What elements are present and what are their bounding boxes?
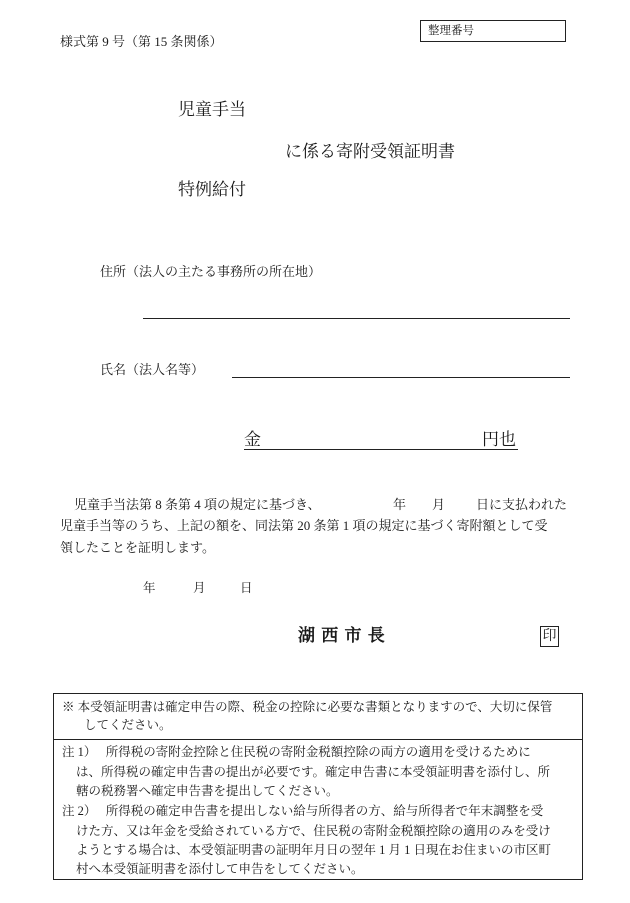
- note-1-line: は、所得税の確定申告書の提出が必要です。確定申告書に本受領証明書を添付し、所: [76, 765, 551, 779]
- amount-suffix: 円也: [482, 430, 516, 449]
- note-2-line: ようとする場合は、本受領証明書の証明年月日の翌年 1 月 1 日現在お住まいの市区町: [76, 843, 552, 857]
- body-line-2: 児童手当等のうち、上記の額を、同法第 20 条第 1 項の規定に基づく寄附額として受: [60, 518, 548, 533]
- body-line-1-year: 年: [393, 497, 407, 512]
- name-label: 氏名（法人名等）: [100, 362, 205, 377]
- date-month: 月: [193, 581, 206, 595]
- note-1-line: 轄の税務署へ確定申告書を提出してください。: [76, 784, 339, 798]
- seal-stamp: 印: [540, 626, 559, 647]
- note-2-line: 注 2） 所得税の確定申告書を提出しない給与所得者の方、給与所得者で年末調整を受: [62, 804, 544, 818]
- body-line-1-end: 日に支払われた: [476, 497, 568, 512]
- title-line-1: 児童手当: [178, 100, 246, 119]
- body-line-1-start: 児童手当法第 8 条第 4 項の規定に基づき、: [74, 497, 321, 512]
- notes-divider: [54, 739, 582, 740]
- note-star-line: ※ 本受領証明書は確定申告の際、税金の控除に必要な書類となりますので、大切に保管: [62, 700, 553, 714]
- address-field-line[interactable]: [143, 318, 570, 319]
- note-star-line: してください。: [84, 718, 172, 732]
- issuer-name: 湖 西 市 長: [298, 626, 386, 645]
- title-line-2: に係る寄附受領証明書: [285, 142, 455, 161]
- notes-box: [53, 693, 583, 880]
- amount-prefix: 金: [244, 430, 261, 449]
- title-line-3: 特例給付: [178, 180, 246, 199]
- name-field-line[interactable]: [232, 377, 570, 378]
- body-line-1-month: 月: [432, 497, 446, 512]
- note-2-line: 村へ本受領証明書を添付して申告をしてください。: [76, 862, 364, 876]
- date-year: 年: [143, 581, 156, 595]
- reference-number-label: 整理番号: [428, 25, 474, 37]
- form-number: 様式第 9 号（第 15 条関係）: [60, 34, 223, 49]
- note-1-line: 注 1） 所得税の寄附金控除と住民税の寄附金税額控除の両方の適用を受けるために: [62, 745, 531, 759]
- amount-field-line[interactable]: [244, 449, 518, 450]
- note-2-line: けた方、又は年金を受給されている方で、住民税の寄附金税額控除の適用のみを受け: [76, 824, 551, 838]
- reference-number-field[interactable]: [420, 20, 566, 42]
- date-day: 日: [240, 581, 253, 595]
- body-line-3: 領したことを証明します。: [60, 540, 215, 555]
- address-label: 住所（法人の主たる事務所の所在地）: [100, 264, 322, 279]
